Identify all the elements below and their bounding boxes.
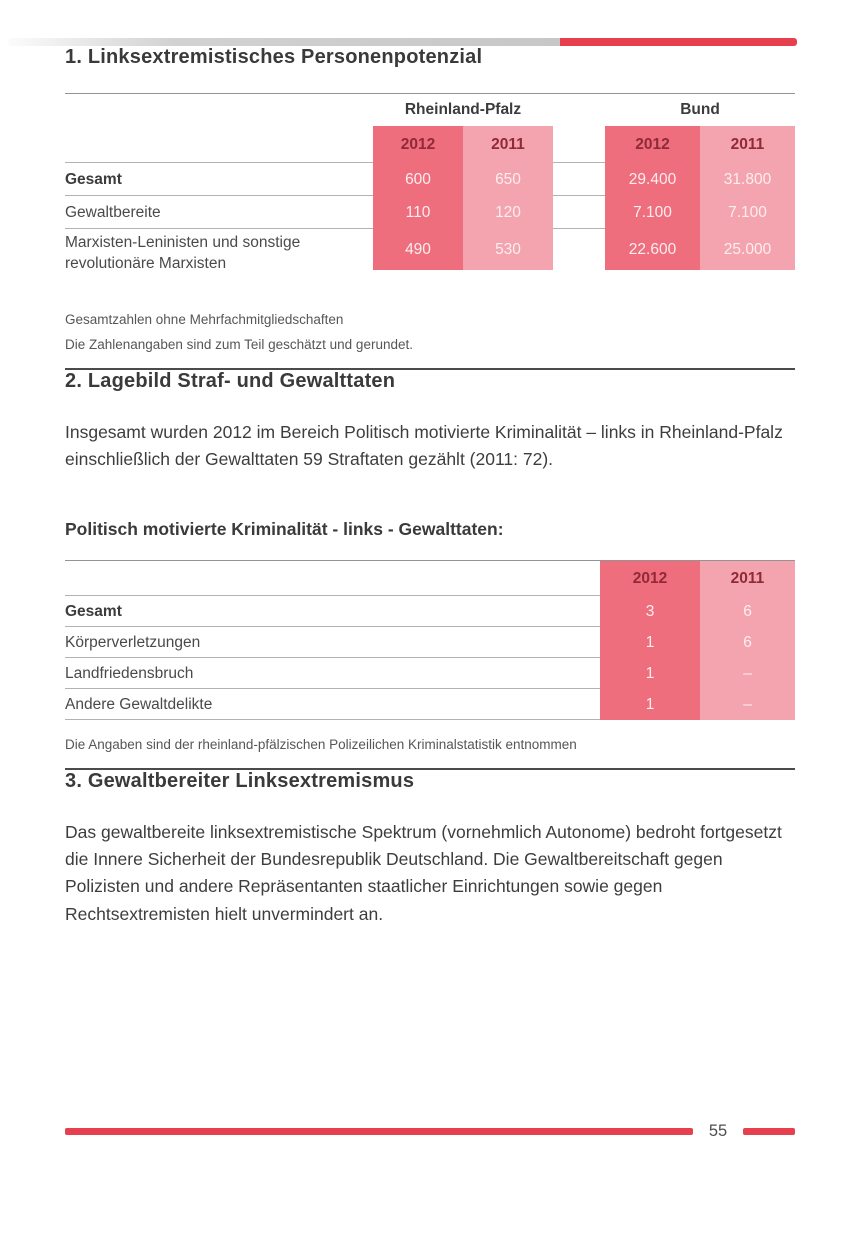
table1-year-header-row [65, 126, 795, 163]
value-cell: 1 [600, 689, 700, 720]
value-cell: 7.100 [700, 196, 795, 229]
spacer-cell [553, 163, 605, 196]
value-cell: 600 [373, 163, 463, 196]
table-row-marxisten [65, 229, 795, 295]
value-cell: 1 [600, 658, 700, 689]
personenpotenzial-table [65, 93, 795, 370]
table2-footnote: Die Angaben sind der rheinland-pfälzischen Polizeilichen Kriminalstatistik entnommen [65, 737, 577, 753]
value-cell: 3 [600, 596, 700, 627]
year-header-2012: 2012 [373, 126, 463, 163]
row-label: Gesamt [65, 602, 122, 620]
spacer-cell [65, 94, 373, 126]
gewalttaten-table [65, 560, 795, 770]
year-header-2011: 2011 [700, 126, 795, 163]
row-label: Marxisten-Leninisten und sonstige revolutionäre Marxisten [65, 234, 301, 272]
table-row-koerperverletzungen [65, 627, 795, 658]
page-footer [65, 1122, 795, 1141]
top-decorative-bar [8, 38, 797, 46]
column-group-rheinland-pfalz: Rheinland-Pfalz [404, 101, 522, 118]
footer-red-bar-short [743, 1128, 795, 1135]
top-bar-red-segment [560, 38, 797, 46]
section2-subheading: Politisch motivierte Kriminalität - links - Gewalttaten: [65, 519, 504, 540]
spacer-cell [65, 126, 373, 163]
row-label: Landfriedensbruch [65, 664, 194, 682]
table-row-gesamt [65, 163, 795, 196]
page-content [65, 46, 795, 928]
value-cell: 650 [463, 163, 553, 196]
value-cell: 31.800 [700, 163, 795, 196]
value-cell: 7.100 [605, 196, 700, 229]
spacer-cell [553, 94, 605, 126]
table1-group-header-row [65, 94, 795, 126]
value-cell: – [700, 689, 795, 720]
year-header-2012: 2012 [600, 561, 700, 596]
value-cell: 1 [600, 627, 700, 658]
spacer-cell [65, 561, 600, 596]
row-label: Körperverletzungen [65, 633, 201, 651]
top-bar-gray-segment [8, 38, 560, 46]
table-row-landfriedensbruch [65, 658, 795, 689]
value-cell: 530 [463, 229, 553, 270]
section2-heading: 2. Lagebild Straf- und Gewalttaten [65, 369, 396, 392]
row-label: Andere Gewaltdelikte [65, 695, 213, 713]
value-cell: 22.600 [605, 229, 700, 270]
column-group-bund: Bund [680, 101, 720, 118]
section2-paragraph: Insgesamt wurden 2012 im Bereich Politisch motivierte Kriminalität – links in Rheinland-Pfalz einschließlich der Gewalttaten 59 Straftaten gezählt (2011: 72). [65, 421, 783, 470]
year-header-2012: 2012 [605, 126, 700, 163]
value-cell: 6 [700, 627, 795, 658]
value-cell: 120 [463, 196, 553, 229]
spacer-cell [553, 196, 605, 229]
footer-red-bar-long [65, 1128, 693, 1135]
year-header-2011: 2011 [700, 561, 795, 596]
value-cell: 110 [373, 196, 463, 229]
year-header-2011: 2011 [463, 126, 553, 163]
row-label: Gewaltbereite [65, 203, 161, 221]
table-row-andere-gewaltdelikte [65, 689, 795, 720]
value-cell: 25.000 [700, 229, 795, 270]
page-number: 55 [708, 1122, 728, 1140]
table1-footnote-1: Gesamtzahlen ohne Mehrfachmitgliedschaften [65, 312, 344, 327]
value-cell: 6 [700, 596, 795, 627]
table-row-gewaltbereite [65, 196, 795, 229]
table2-year-header-row [65, 561, 795, 596]
table1-footnote-2: Die Zahlenangaben sind zum Teil geschätzt und gerundet. [65, 336, 413, 352]
section1-heading: 1. Linksextremistisches Personenpotenzial [65, 46, 483, 68]
section3-paragraph: Das gewaltbereite linksextremistische Spektrum (vornehmlich Autonome) bedroht fortgesetzt die Innere Sicherheit der Bundesrepublik Deutschland. Die Gewaltbereitschaft gegen Polizisten und andere Repräsentanten staatlicher Einrichtungen sowie gegen Rechtsextremisten hielt unvermindert an. [65, 822, 782, 924]
value-cell: 490 [373, 229, 463, 270]
value-cell: – [700, 658, 795, 689]
spacer-cell [553, 126, 605, 163]
value-cell: 29.400 [605, 163, 700, 196]
table-row-gesamt [65, 596, 795, 627]
row-label: Gesamt [65, 170, 122, 188]
section3-heading: 3. Gewaltbereiter Linksextremismus [65, 770, 415, 793]
